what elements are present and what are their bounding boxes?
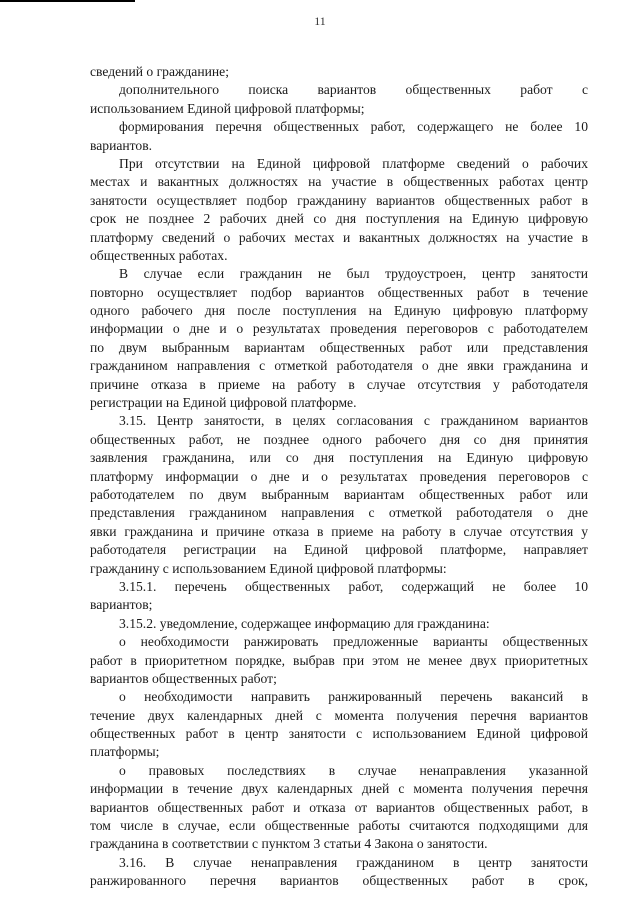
text-line: срок не позднее 2 рабочих дней со дня поступления на Единую цифровую [90,211,588,227]
text-line: 3.15. Центр занятости, в целях согласования с гражданином вариантов [119,413,588,429]
text-line: При отсутствии на Единой цифровой платформе сведений о рабочих [119,155,588,171]
text-line: том числе в случае, если общественные работы считаются подходящими для [90,818,588,834]
text-line: местах и вакантных должностях на участие в общественных работах центр [90,174,588,190]
text-line: информации о дне и о результатах проведения переговоров с работодателем [90,321,588,337]
text-line: платформы; [90,744,160,760]
text-line: по двум выбранным вариантам общественных работ или представления [90,339,588,355]
text-line: вариантов; [90,597,153,613]
text-line: В случае если гражданин не был трудоустроен, центр занятости [119,266,588,282]
text-line: повторно осуществляет подбор вариантов общественных работ в течение [90,284,588,300]
text-line: общественных работах. [90,247,228,263]
text-line: гражданина в соответствии с пунктом 3 статьи 4 Закона о занятости. [90,836,488,852]
text-line: 3.15.2. уведомление, содержащее информацию для гражданина: [119,615,490,631]
text-line: работ в приоритетном порядке, выбрав при этом не менее двух приоритетных [90,652,588,668]
text-line: использованием Единой цифровой платформы; [90,100,365,116]
text-line: занятости осуществляет подбор гражданину вариантов общественных работ в [90,192,588,208]
text-line: общественных работ, не позднее одного рабочего дня со дня принятия [90,431,588,447]
text-line: одного рабочего дня после поступления на Единую цифровую платформу [90,303,588,319]
document-body [90,63,588,891]
text-line: течение двух календарных дней с момента получения перечня вариантов [90,707,588,723]
text-line: работодателя регистрации на Единой цифровой платформе, направляет [90,542,588,558]
text-line: гражданину с использованием Единой цифровой платформы: [90,560,447,576]
text-line: вариантов общественных работ и отказа от вариантов общественных работ, в [90,799,588,815]
text-line: 3.15.1. перечень общественных работ, содержащий не более 10 [119,578,588,594]
text-line: общественных работ в центр занятости с использованием Единой цифровой [90,726,588,742]
text-line: формирования перечня общественных работ, содержащего не более 10 [119,119,588,135]
text-line: работодателем по двум выбранным вариантам общественных работ или [90,486,588,502]
text-line: вариантов общественных работ; [90,670,277,686]
text-line: гражданином направления с отметкой работодателя о дне явки гражданина и [90,358,588,374]
text-line: платформу информации о дне и о результатах проведения переговоров с [90,468,588,484]
text-line: информации в течение двух календарных дней с момента получения перечня [90,781,588,797]
text-line: представления гражданином направления с отметкой работодателя о дне [90,505,588,521]
text-line: причине отказа в приеме на работу в случае отсутствия у работодателя [90,376,588,392]
text-line: сведений о гражданине; [90,64,229,79]
text-line: ранжированного перечня вариантов общественных работ в срок, [90,873,588,889]
text-line: явки гражданина и причине отказа в приеме на работу в случае отсутствия у [90,523,588,539]
scan-edge-mark [0,0,135,2]
text-line: дополнительного поиска вариантов общественных работ с [119,82,588,98]
text-line: платформу сведений о рабочих местах и вакантных должностях на участие в [90,229,588,245]
page-number: 11 [314,14,326,28]
text-line: о необходимости ранжировать предложенные варианты общественных [119,634,588,650]
text-line: вариантов. [90,137,153,153]
text-line: регистрации на Единой цифровой платформе. [90,395,357,411]
text-line: заявления гражданина, или со дня поступления на Единую цифровую [90,450,588,466]
text-line: о правовых последствиях в случае ненаправления указанной [119,762,588,778]
text-line: 3.16. В случае ненаправления гражданином в центр занятости [119,854,588,870]
text-line: о необходимости направить ранжированный перечень вакансий в [119,689,588,705]
